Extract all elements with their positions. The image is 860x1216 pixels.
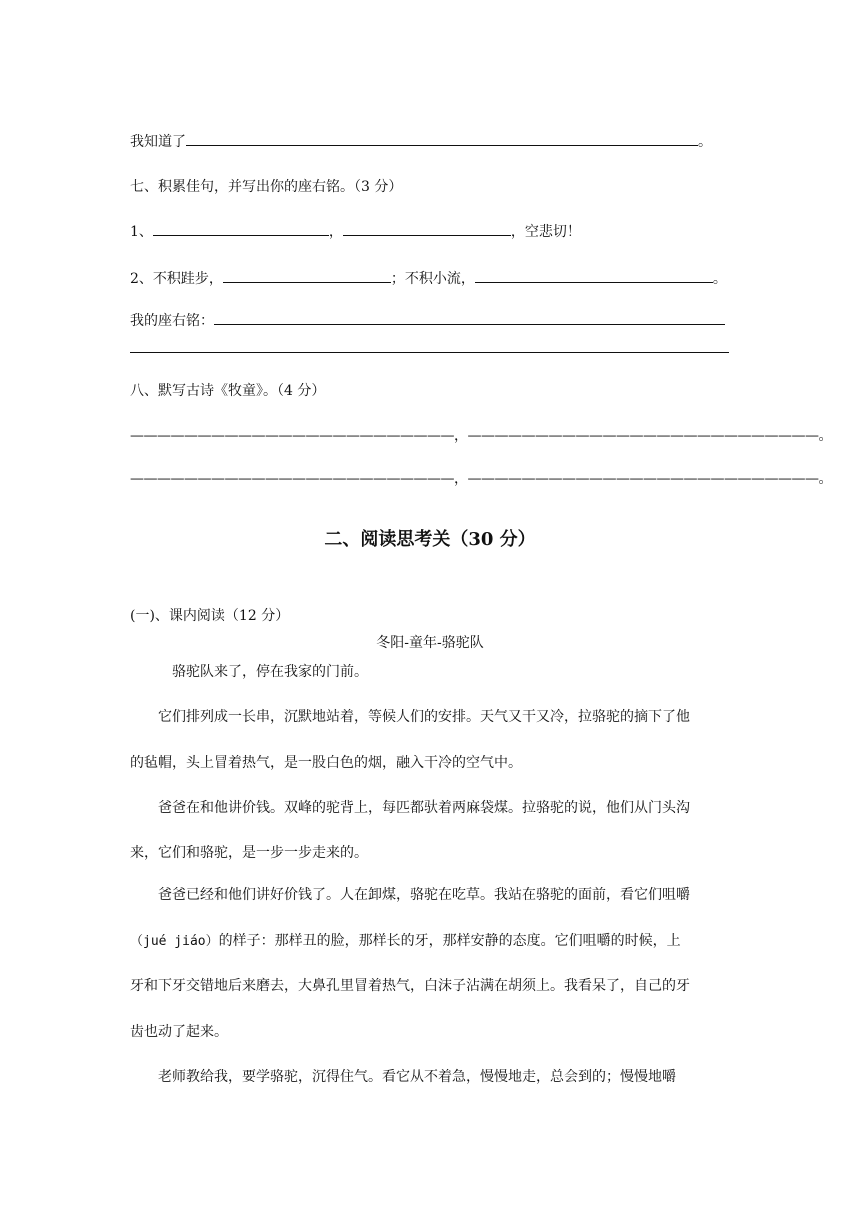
passage-paragraph-1: 骆驼队来了，停在我家的门前。	[172, 664, 368, 680]
q7-line-2	[130, 268, 727, 289]
fill-know-line	[130, 131, 712, 152]
passage-paragraph-2-line-2: 的毡帽，头上冒着热气，是一股白色的烟，融入干冷的空气中。	[130, 755, 522, 771]
q7-line-2-end: 。	[712, 271, 727, 287]
q7-line-1-comma: ，	[328, 224, 343, 240]
q7-line-2-mid: ；不积小流，	[390, 271, 475, 287]
passage-paragraph-4-line-2	[130, 930, 730, 950]
q7-line-1-suffix: ，空悲切！	[510, 224, 581, 240]
poem-dash-a[interactable]: ————————————————————————，	[130, 471, 468, 487]
answer-blank[interactable]	[343, 221, 511, 236]
passage-paragraph-3-line-2: 来，它们和骆驼，是一步一步走来的。	[130, 845, 368, 861]
poem-line-1	[130, 425, 832, 445]
reading-sub-heading: (一)、课内阅读（12 分）	[130, 608, 290, 624]
fill-know-prefix: 我知道了	[130, 134, 186, 150]
passage-paragraph-5-line-1: 老师教给我，要学骆驼，沉得住气。看它从不着急，慢慢地走，总会到的；慢慢地嚼	[158, 1069, 676, 1085]
q7-line-1-prefix: 1、	[130, 224, 153, 240]
passage-text: 的样子：那样丑的脸，那样长的牙，那样安静的态度。它们咀嚼的时候，上	[218, 933, 681, 949]
answer-blank[interactable]	[186, 131, 698, 146]
motto-second-rule[interactable]	[130, 352, 729, 353]
motto-label: 我的座右铭：	[130, 313, 214, 329]
passage-paragraph-4-line-4: 齿也动了起来。	[130, 1024, 228, 1040]
question-8-title: 八、默写古诗《牧童》。（4 分）	[130, 383, 326, 399]
passage-paragraph-2-line-1: 它们排列成一长串，沉默地站着，等候人们的安排。天气又干又冷，拉骆驼的摘下了他	[158, 709, 690, 725]
answer-blank[interactable]	[223, 268, 391, 283]
passage-paragraph-3-line-1: 爸爸在和他讲价钱。双峰的驼背上，每匹都驮着两麻袋煤。拉骆驼的说，他们从门头沟	[158, 800, 690, 816]
answer-blank[interactable]	[153, 221, 329, 236]
q7-line-2-prefix: 2、不积跬步，	[130, 271, 223, 287]
passage-paragraph-4-line-3: 牙和下牙交错地后来磨去，大鼻孔里冒着热气，白沫子沾满在胡须上。我看呆了，自己的牙	[130, 978, 690, 994]
poem-dash-b[interactable]: ——————————————————————————。	[467, 471, 832, 487]
question-7-title: 七、积累佳句，并写出你的座右铭。（3 分）	[130, 179, 403, 195]
motto-line	[130, 310, 725, 331]
passage-title: 冬阳-童年-骆驼队	[376, 635, 484, 651]
fill-know-end: 。	[698, 134, 712, 150]
poem-dash-b[interactable]: ——————————————————————————。	[467, 428, 832, 444]
q7-line-1	[130, 221, 581, 242]
pinyin-annotation: （jué jiáo）	[130, 934, 219, 949]
section-2-title: 二、阅读思考关（30 分）	[324, 529, 536, 550]
answer-blank[interactable]	[475, 268, 713, 283]
answer-blank[interactable]	[214, 310, 725, 325]
poem-line-2	[130, 468, 832, 488]
passage-paragraph-4-line-1: 爸爸已经和他们讲好价钱了。人在卸煤，骆驼在吃草。我站在骆驼的面前，看它们咀嚼	[158, 887, 690, 903]
poem-dash-a[interactable]: ————————————————————————，	[130, 428, 468, 444]
